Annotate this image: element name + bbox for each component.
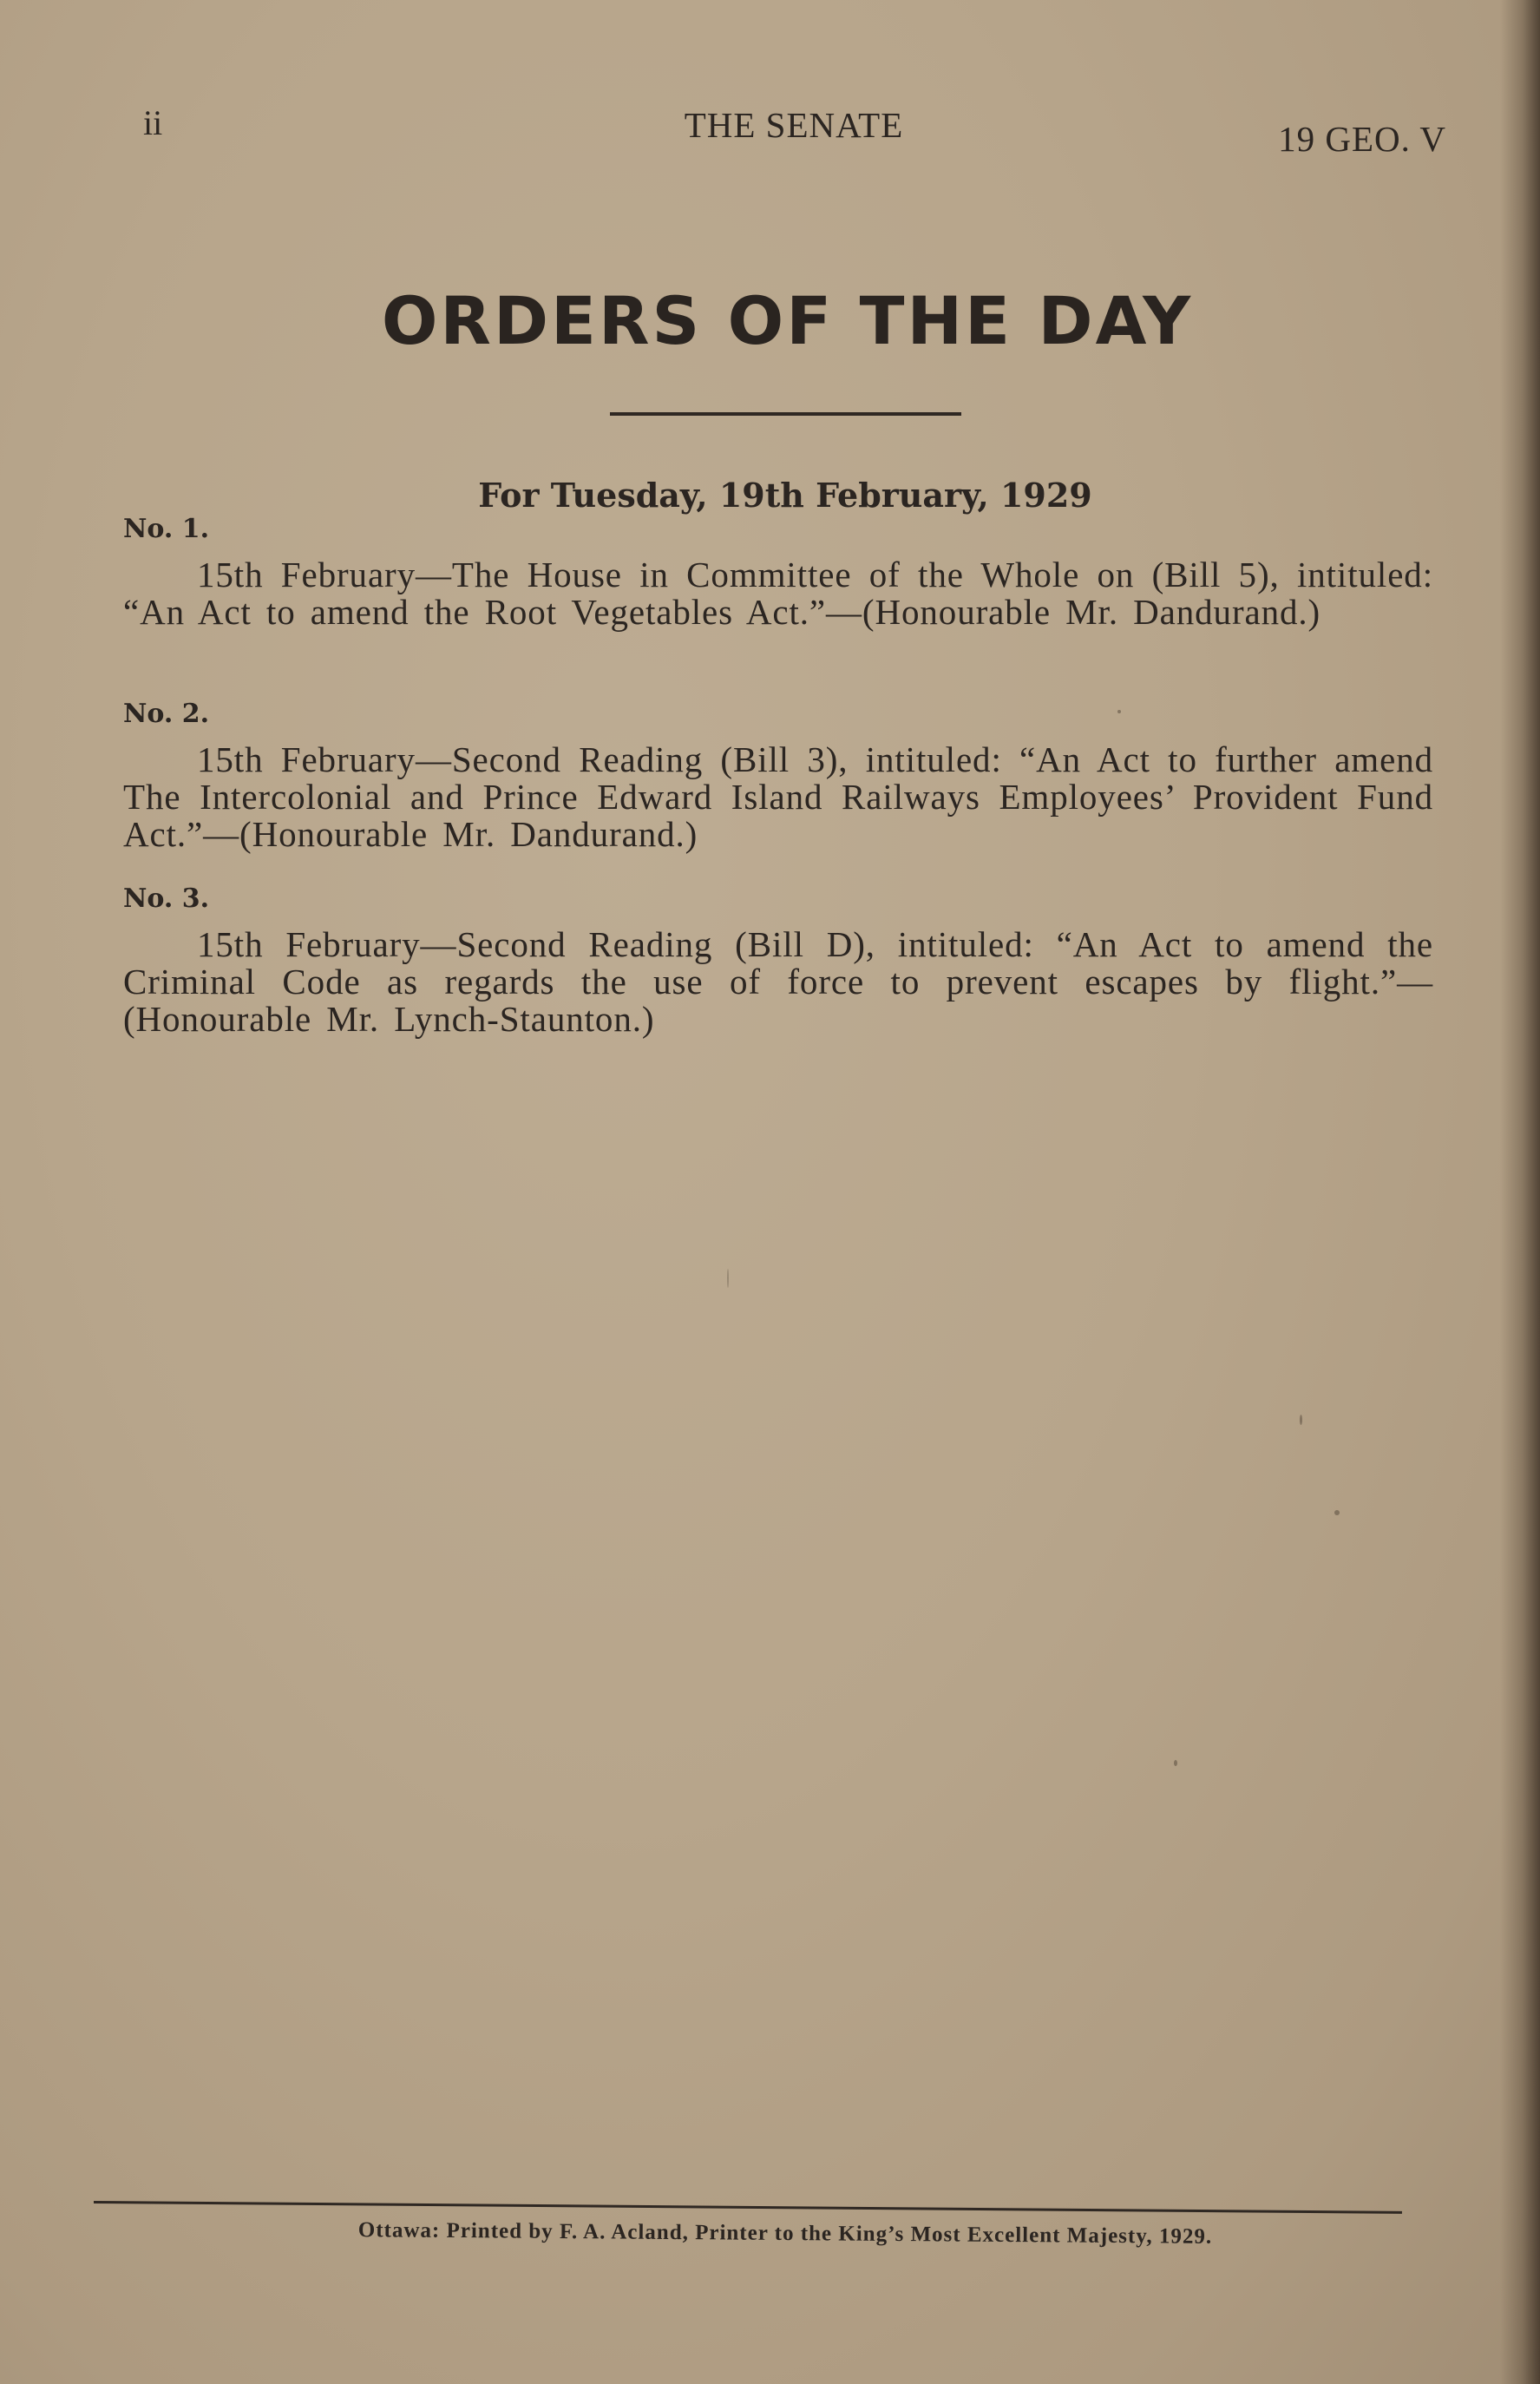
footer-divider [94,2201,1402,2214]
paper-speck [1334,1510,1340,1515]
order-item [123,883,1433,1038]
order-text: 15th February—Second Reading (Bill D), intituled: “An Act to amend the Criminal Code as regards the use of force to prevent escapes by flight.”—(Honourable Mr. Lynch-Staunton.) [123,924,1433,1039]
paper-speck [727,1269,729,1288]
page-title: ORDERS OF THE DAY [381,282,1194,359]
paper-speck [1300,1415,1302,1425]
page-number: ii [143,103,163,142]
order-item [123,699,1433,853]
order-item [123,514,1433,631]
paper-speck [1174,1760,1177,1766]
page-header [0,102,1540,159]
order-number: No. 1. [123,514,210,544]
session-label: 19 GEO. V [1278,119,1446,159]
date-heading: For Tuesday, 19th February, 1929 [478,476,1092,515]
running-title: THE SENATE [684,105,904,145]
order-text: 15th February—The House in Committee of the Whole on (Bill 5), intituled: “An Act to amend the Root Vegetables Act.”—(Honourable Mr. Dandurand.) [123,555,1433,632]
title-divider [610,412,961,416]
order-text: 15th February—Second Reading (Bill 3), intituled: “An Act to further amend The Intercolonial and Prince Edward Island Railways Employees’ Provident Fund Act.”—(Honourable Mr. Dandurand.) [123,739,1433,854]
order-number: No. 3. [123,883,210,914]
order-number: No. 2. [123,699,210,729]
printer-imprint: Ottawa: Printed by F. A. Acland, Printer to the King’s Most Excellent Majesty, 1929. [357,2218,1213,2249]
paper-speck [1117,710,1121,713]
